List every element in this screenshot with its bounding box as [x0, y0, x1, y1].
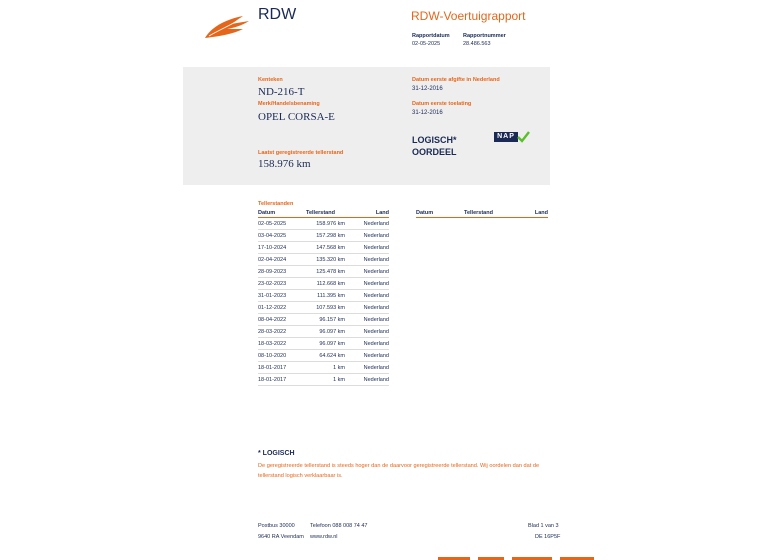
footer-code: DE 16P5F [535, 534, 561, 540]
country-cell: Nederland [345, 314, 389, 326]
date-cell: 17-10-2024 [258, 242, 306, 254]
nap-badge [494, 131, 530, 144]
country-cell: Nederland [345, 302, 389, 314]
country-cell: Nederland [345, 278, 389, 290]
plate-label: Kenteken [258, 77, 283, 83]
date-cell: 02-05-2025 [258, 218, 306, 230]
date-cell: 08-04-2022 [258, 314, 306, 326]
report-number-value: 28.486.563 [463, 41, 491, 47]
country-cell: Nederland [345, 254, 389, 266]
col-datum: Datum [416, 209, 464, 218]
table-row [258, 278, 389, 290]
note-title: * LOGISCH [258, 450, 295, 457]
footer-page: Blad 1 van 3 [528, 523, 559, 529]
report-number-label: Rapportnummer [463, 33, 506, 39]
date-cell: 18-01-2017 [258, 362, 306, 374]
first-nl-label: Datum eerste afgifte in Nederland [412, 77, 500, 83]
brand-name: RDW [258, 6, 297, 23]
make-label: Merk/Handelsbenaming [258, 101, 320, 107]
mileage-cell: 96.097 km [306, 338, 345, 350]
rdw-logo-icon [203, 14, 251, 40]
date-cell: 03-04-2025 [258, 230, 306, 242]
mileage-cell: 96.157 km [306, 314, 345, 326]
mileage-cell: 158.976 km [306, 218, 345, 230]
mileage-table-left [258, 209, 389, 386]
country-cell: Nederland [345, 350, 389, 362]
table-row [258, 350, 389, 362]
table-row [258, 266, 389, 278]
mileage-cell: 96.097 km [306, 326, 345, 338]
date-cell: 23-02-2023 [258, 278, 306, 290]
vehicle-summary-panel [183, 67, 550, 185]
table-row [258, 218, 389, 230]
mileage-cell: 147.568 km [306, 242, 345, 254]
footer-web[interactable]: www.rdw.nl [310, 534, 338, 540]
country-cell: Nederland [345, 362, 389, 374]
verdict [412, 134, 457, 158]
col-land: Land [504, 209, 548, 218]
date-cell: 02-04-2024 [258, 254, 306, 266]
date-cell: 01-12-2022 [258, 302, 306, 314]
make-value: OPEL CORSA-E [258, 111, 335, 123]
mileage-label: Laatst geregistreerde tellerstand [258, 150, 344, 156]
country-cell: Nederland [345, 290, 389, 302]
mileage-cell: 1 km [306, 362, 345, 374]
panel-notch [183, 175, 258, 185]
table-row [258, 326, 389, 338]
col-datum: Datum [258, 209, 306, 218]
checkmark-icon [517, 131, 530, 143]
first-admission-label: Datum eerste toelating [412, 101, 472, 107]
table-row [258, 314, 389, 326]
table-row [258, 230, 389, 242]
date-cell: 28-09-2023 [258, 266, 306, 278]
date-cell: 28-03-2022 [258, 326, 306, 338]
date-cell: 08-10-2020 [258, 350, 306, 362]
mileage-cell: 157.298 km [306, 230, 345, 242]
plate-value: ND-216-T [258, 86, 305, 98]
report-date-value: 02-05-2025 [412, 41, 441, 47]
footer-address-1: Postbus 30000 [258, 523, 295, 529]
table-row [258, 290, 389, 302]
mileage-cell: 107.593 km [306, 302, 345, 314]
table-row [258, 362, 389, 374]
country-cell: Nederland [345, 338, 389, 350]
mileage-cell: 111.395 km [306, 290, 345, 302]
footer-phone: Telefoon 088 008 74 47 [310, 523, 368, 529]
mileage-cell: 112.668 km [306, 278, 345, 290]
note-text: De geregistreerde tellerstand is steeds hoger dan de daarvoor geregistreerde tellerstand. Wij oordelen dan dat de tellerstand logisch verklaarbaar is. [258, 463, 540, 479]
mileage-value: 158.976 km [258, 158, 311, 170]
country-cell: Nederland [345, 374, 389, 386]
col-tellerstand: Tellerstand [306, 209, 345, 218]
table-row [258, 302, 389, 314]
report-date-label: Rapportdatum [412, 33, 450, 39]
mileage-cell: 125.478 km [306, 266, 345, 278]
mileage-table-right [416, 209, 548, 218]
country-cell: Nederland [345, 326, 389, 338]
mileage-cell: 64.624 km [306, 350, 345, 362]
first-nl-value: 31-12-2016 [412, 86, 443, 92]
table-header-row [416, 209, 548, 218]
country-cell: Nederland [345, 230, 389, 242]
tellerstanden-title: Tellerstanden [258, 201, 294, 207]
country-cell: Nederland [345, 218, 389, 230]
verdict-line-2: OORDEEL [412, 147, 457, 157]
verdict-line-1: LOGISCH* [412, 135, 457, 145]
nap-label: NAP [494, 132, 518, 142]
table-row [258, 338, 389, 350]
footer-address-2: 9640 RA Veendam [258, 534, 304, 540]
country-cell: Nederland [345, 242, 389, 254]
table-row [258, 254, 389, 266]
mileage-cell: 135.320 km [306, 254, 345, 266]
table-row [258, 242, 389, 254]
date-cell: 18-01-2017 [258, 374, 306, 386]
table-row [258, 374, 389, 386]
document-title: RDW-Voertuigrapport [411, 9, 526, 23]
mileage-cell: 1 km [306, 374, 345, 386]
table-header-row [258, 209, 389, 218]
date-cell: 18-03-2022 [258, 338, 306, 350]
first-admission-value: 31-12-2016 [412, 110, 443, 116]
col-tellerstand: Tellerstand [464, 209, 504, 218]
col-land: Land [345, 209, 389, 218]
country-cell: Nederland [345, 266, 389, 278]
date-cell: 31-01-2023 [258, 290, 306, 302]
